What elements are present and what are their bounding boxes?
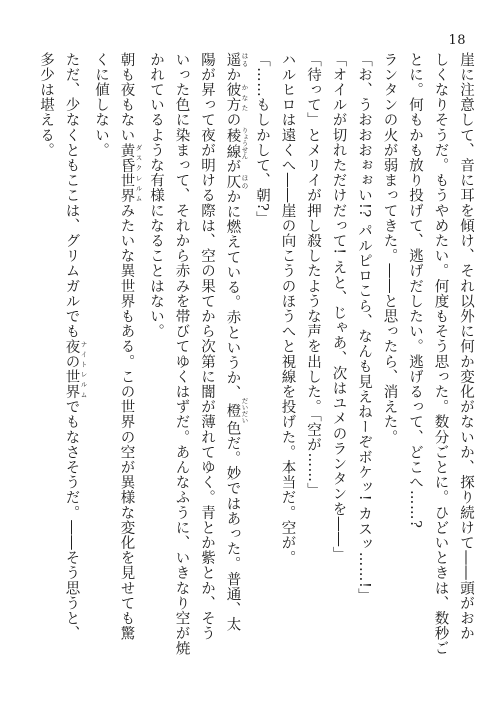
text-line: いった色に染まって、それから赤みを帯びてゆくはずだ。あんなふうに、いきなり空が焼 <box>173 52 190 656</box>
text-line: かれているような有様になることはない。 <box>148 52 164 339</box>
text-line: 「お、うおおおぉぉい!? パルピロこら、なんも見えねーぞボケッ! カスッ……!」 <box>356 52 372 604</box>
text-line: 崖に注意して、音に耳を傾け、それ以外に何か変化がないか、探り続けて――頭がおか <box>458 52 474 641</box>
text-line: とに。何もかも放り投げて、逃げだしたい。逃げるって、どこへ……? <box>407 52 423 529</box>
page-number: 18 <box>448 33 466 48</box>
text-line: 遥 はるか彼方 かなたの稜線 りょうせんが仄 ほのかに燃えている。赤というか、橙 だいだい色だ。妙ではあった。普通、太 <box>224 52 249 632</box>
text-line: くに値しない。 <box>93 52 109 158</box>
body-text <box>38 52 478 672</box>
text-line: 陽が昇って夜が明ける際は、空の果てから次第に闇が薄れてゆく。青とか紫とか、そう <box>199 52 215 641</box>
text-line: ハルヒロは遠くへ――崖の向こうのほうへと視線を投げた。本当だ。空が。 <box>279 52 296 566</box>
text-line: 「待って」とメリイが押し殺したような声を出した。「空が……」 <box>305 52 321 498</box>
text-line: 「……もしかして、朝?」 <box>254 52 270 227</box>
text-line: ランタンの火が弱まってきた。――と思ったら、消えた。 <box>381 52 398 445</box>
text-line: 「オイルが切れただけだって! えと、じゃあ、次はユメのランタンを――」 <box>330 52 347 562</box>
text-line: 朝も夜もない黄昏世界 ダスクレルムみたいな異世界もある。この世界の空が異様な変化を見せても驚 <box>118 52 143 641</box>
text-line: しくなりそうだ。もうやめたい。何度もそう思った。数分ごとに。ひどいときは、数秒ご <box>432 52 449 656</box>
text-line: 多少は堪える。 <box>38 52 54 158</box>
text-line: ただ、少なくともここは、グリムガルでも夜の世界 ナイトレルムでもなさそうだ。――そう思うと、 <box>63 52 88 641</box>
